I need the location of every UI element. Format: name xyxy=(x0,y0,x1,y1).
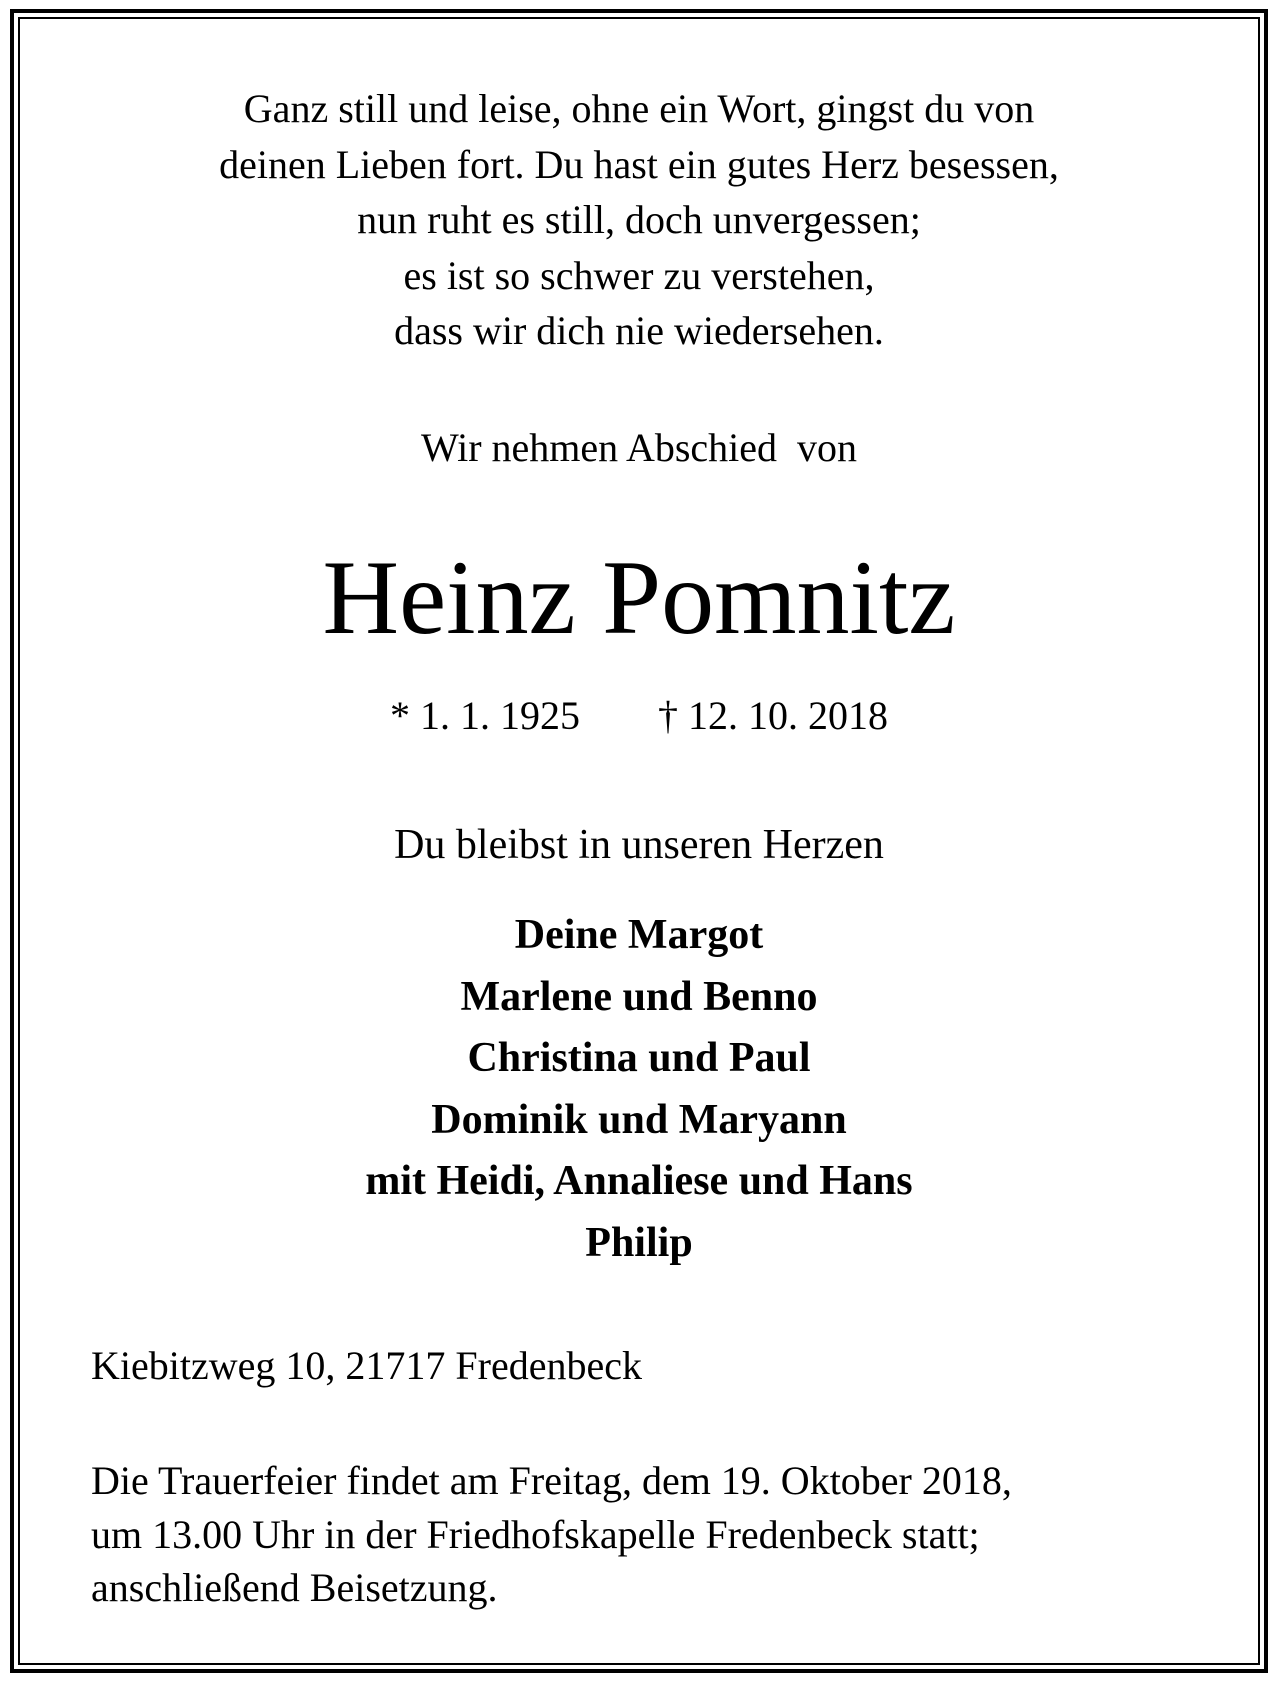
mourner-line: Marlene und Benno xyxy=(460,973,818,1020)
poem-line: dass wir dich nie wiedersehen. xyxy=(394,308,884,353)
poem xyxy=(20,81,1258,359)
farewell-intro: Wir nehmen Abschied von xyxy=(420,425,858,470)
obituary-notice xyxy=(20,19,1258,1663)
remembrance-line: Du bleibst in unseren Herzen xyxy=(394,822,884,868)
service-line: anschließend Beisetzung. xyxy=(91,1565,498,1610)
death-date: † 12. 10. 2018 xyxy=(658,693,888,738)
funeral-service-info xyxy=(91,1454,1012,1615)
poem-line: deinen Lieben fort. Du hast ein gutes Herz besessen, xyxy=(219,141,1059,187)
life-dates xyxy=(20,691,1258,741)
service-line: um 13.00 Uhr in der Friedhofskapelle Fredenbeck statt; xyxy=(91,1511,980,1557)
poem-line: es ist so schwer zu verstehen, xyxy=(403,252,875,298)
mourner-line: Philip xyxy=(585,1219,693,1266)
mourners-list xyxy=(20,905,1258,1274)
service-line: Die Trauerfeier findet am Freitag, dem 19. Oktober 2018, xyxy=(91,1458,1012,1503)
birth-date: * 1. 1. 1925 xyxy=(390,693,580,738)
mourner-line: Deine Margot xyxy=(514,912,764,958)
deceased-name: Heinz Pomnitz xyxy=(322,539,956,656)
mourner-line: mit Heidi, Annaliese und Hans xyxy=(365,1158,913,1204)
mourner-line: Dominik und Maryann xyxy=(431,1096,847,1143)
mourner-line: Christina und Paul xyxy=(467,1035,811,1081)
poem-line: Ganz still und leise, ohne ein Wort, gingst du von xyxy=(243,86,1035,131)
poem-line: nun ruht es still, doch unvergessen; xyxy=(357,197,921,242)
address: Kiebitzweg 10, 21717 Fredenbeck xyxy=(91,1343,642,1388)
